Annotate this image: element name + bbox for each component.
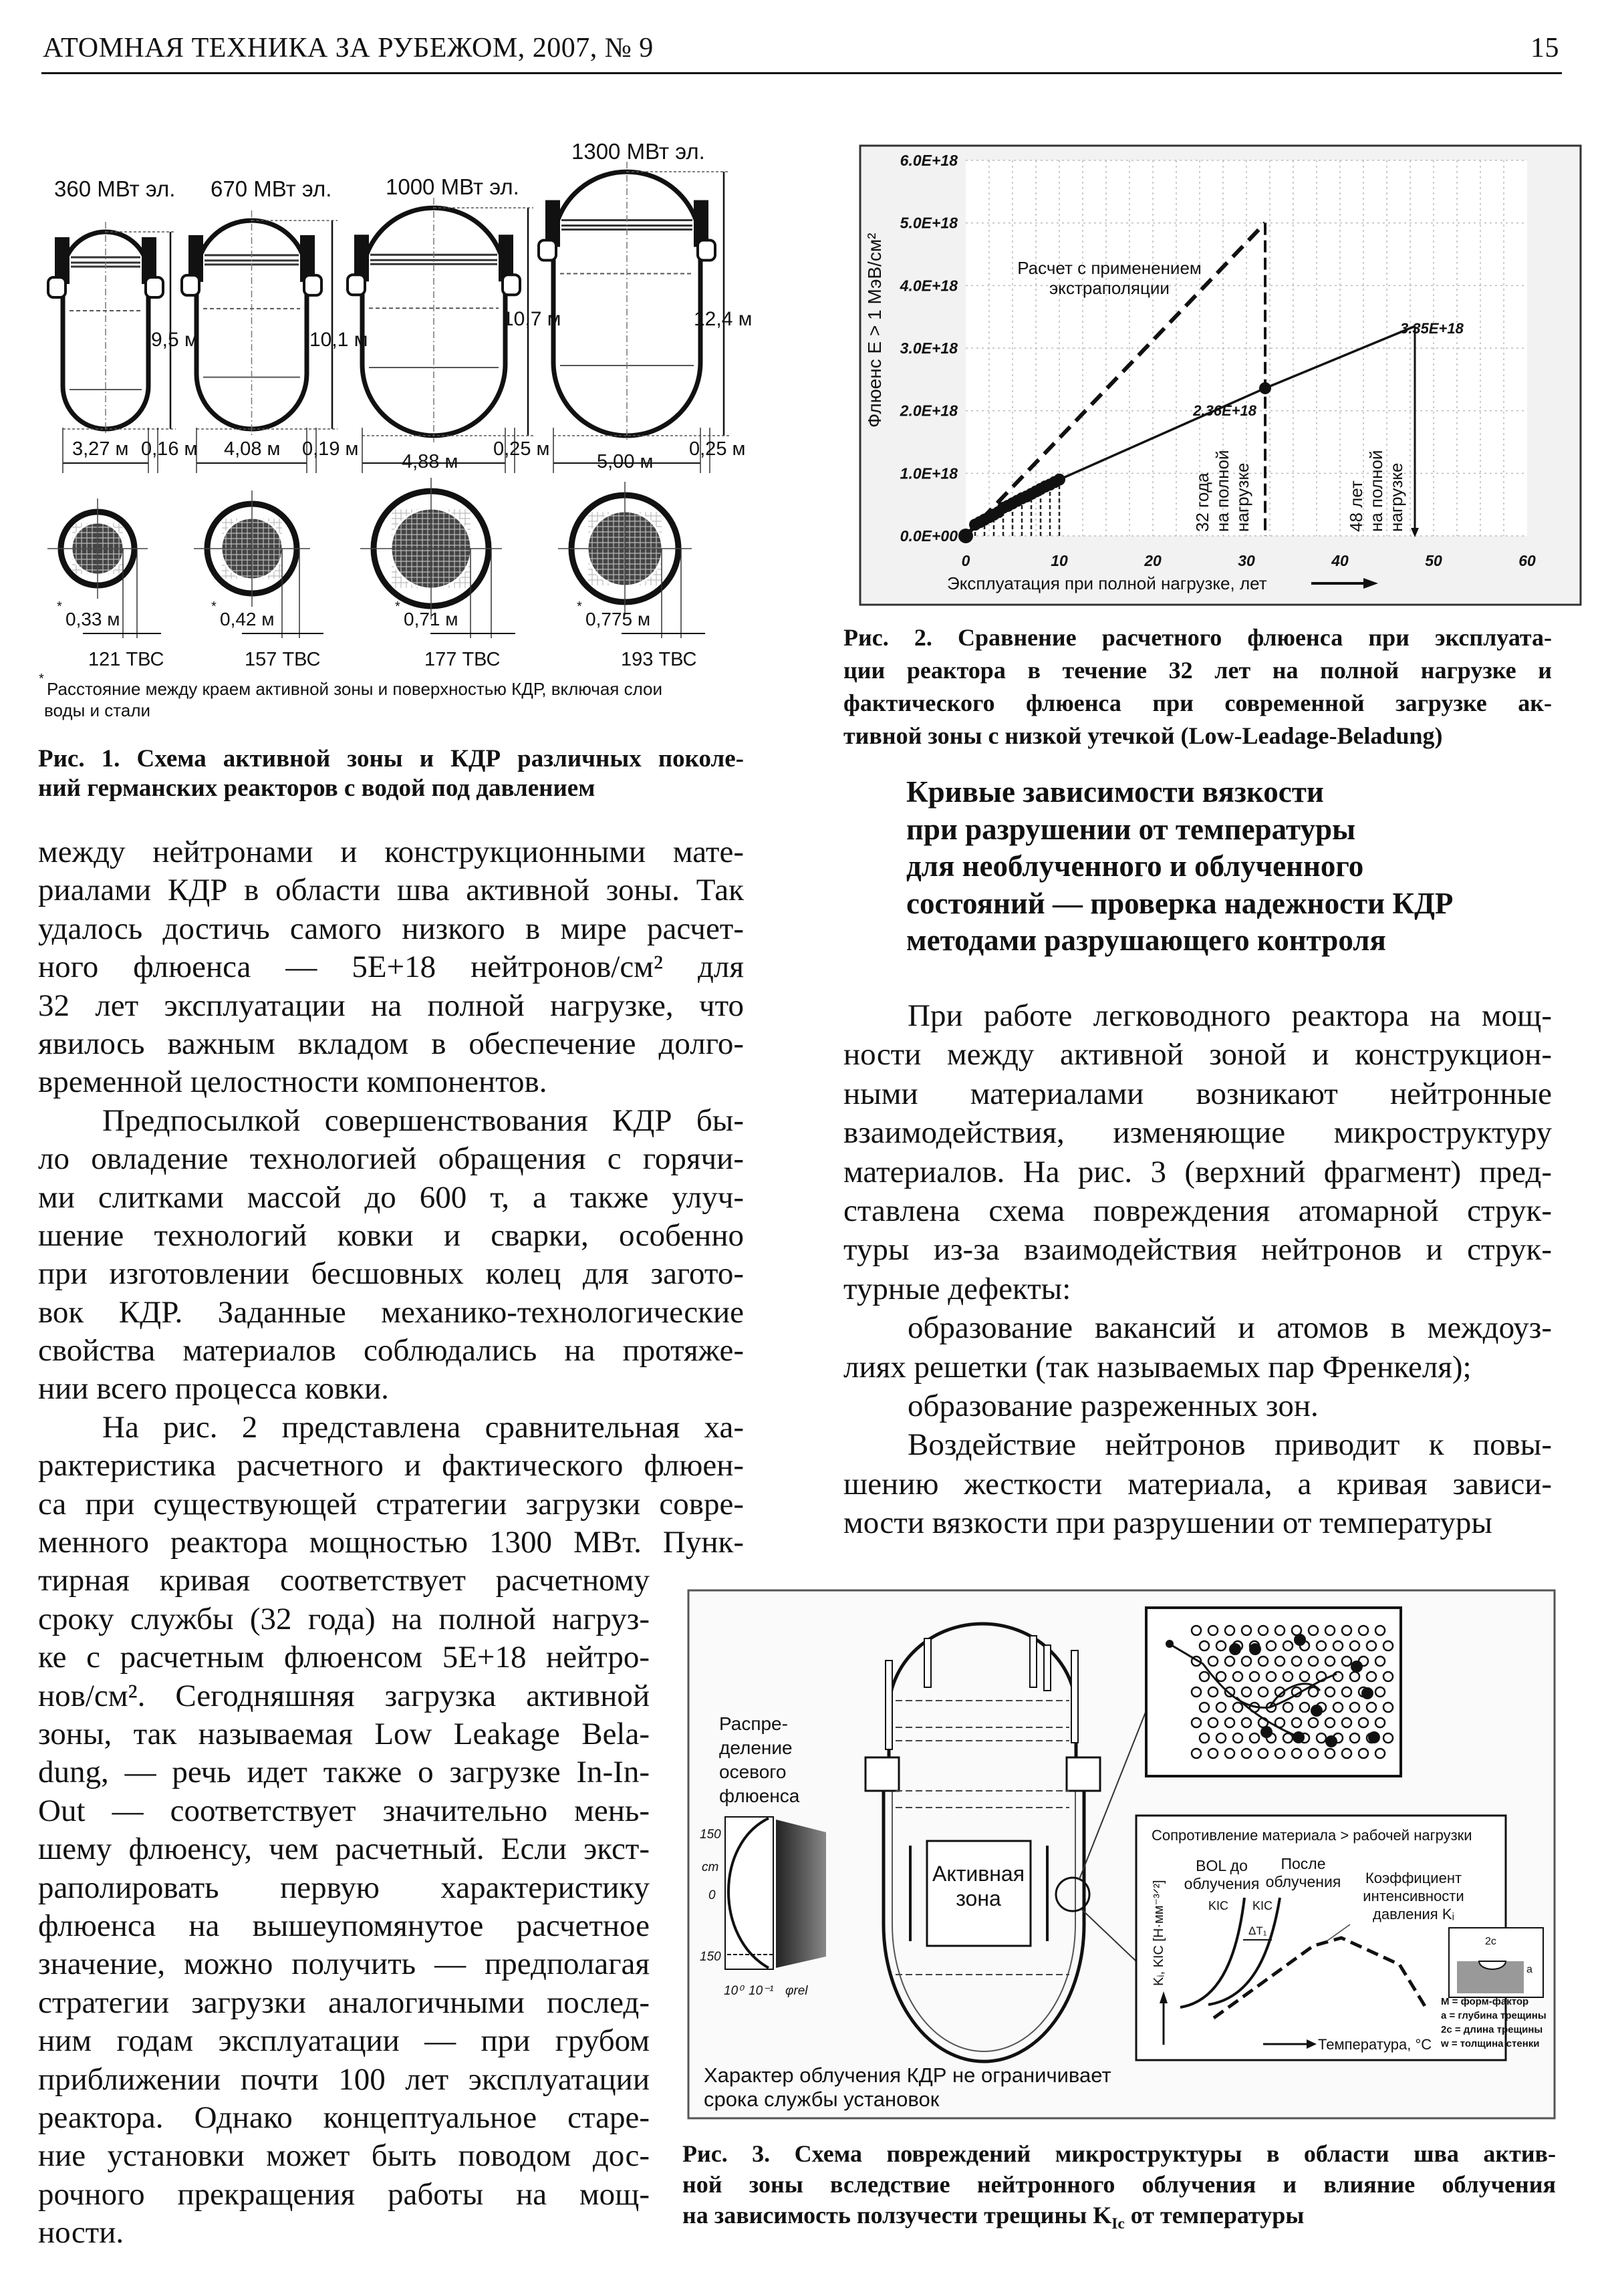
nozzle-left [348, 275, 365, 295]
flange-right [1067, 1757, 1100, 1791]
graph-y-axis-label: Kᵢ, KIC [Н·мм⁻³ᐟ²] [1152, 1880, 1166, 1986]
text-line: фактического флюенса при современной загрузке ак- [843, 690, 1552, 716]
text-line: са при существующей стратегии загрузки совре- [38, 1486, 744, 1522]
y-axis-label: Флюенс E > 1 МэВ/см² [864, 233, 885, 428]
text-line: ним годам эксплуатации — при грубом [38, 2023, 650, 2059]
text-line: рактеристика расчетного и фактического флюен- [38, 1448, 744, 1483]
core-gap-label: 0,33 м [65, 609, 120, 629]
defect-icon [1368, 1731, 1380, 1743]
text-line: риалами КДР в области шва активной зоны. Так [38, 873, 744, 908]
defect-icon [1249, 1643, 1261, 1655]
figure-3-caption [682, 2138, 1556, 2231]
text-line: Рис. 1. Схема активной зоны и КДР различных поколе- [38, 745, 744, 772]
reactor-vessel-2 [182, 176, 368, 670]
y-tick-label: 3.0E+18 [900, 339, 958, 357]
text-line: шение технологий ковки и сварки, особенно [38, 1217, 744, 1253]
text-line: стратегии загрузки аналогичными послед- [38, 1985, 650, 2020]
text-line: dung, — речь идет также о загрузке In-In- [38, 1755, 650, 1790]
x-tick-label: 20 [1144, 552, 1162, 569]
nozzle-right [146, 277, 163, 297]
text-line: при изготовлении бесшовных колец для загото- [38, 1256, 744, 1292]
figure-3-note: Характер облучения КДР не ограничивает [704, 2063, 1111, 2087]
text-line: мости вязкости при разрушении от температуры [843, 1505, 1492, 1541]
control-rod-nozzle [1030, 1636, 1037, 1687]
point-label-32: 2.36E+18 [1193, 402, 1256, 419]
text-line: ке с расчетным флюенсом 5E+18 нейтро- [38, 1640, 650, 1675]
footnote-mark: * [211, 599, 217, 614]
reactor-power-label: 670 МВт эл. [211, 176, 332, 201]
defect-icon [1260, 1726, 1273, 1738]
footnote-line: воды и стали [44, 700, 151, 720]
figure-3-note: срока службы установок [704, 2088, 940, 2111]
text-line: временной целостности компонентов. [38, 1064, 547, 1100]
core-label: зона [956, 1886, 1001, 1910]
caption-fragment: от температуры [1124, 2202, 1305, 2229]
defect-icon [1325, 1735, 1337, 1747]
text-line: ности. [38, 2215, 124, 2251]
text-line: образование разреженных зон. [908, 1388, 1319, 1423]
text-line: лиях решетки (так называемых пар Френкеля); [843, 1349, 1472, 1385]
annotation-32-years: на полной [1212, 450, 1232, 532]
left-column-text [38, 833, 744, 2252]
caption-fragment: Ic [1111, 2215, 1125, 2233]
text-line: Рис. 3. Схема повреждений микроструктуры в области шва актив- [682, 2140, 1556, 2167]
text-line: ности между активной зоной и конструкцион- [843, 1037, 1552, 1072]
text-line: нов/см². Сегодняшняя загрузка активной [38, 1678, 650, 1713]
data-point [1259, 382, 1271, 394]
wall-thickness-label: 0,16 м [141, 438, 198, 460]
text-line: тивной зоны с низкой утечкой (Low-Leadage-Beladung) [843, 722, 1443, 749]
text-line: 32 лет эксплуатации на полной нагрузке, что [38, 988, 744, 1023]
figure-1-reactor-vessels [39, 139, 752, 720]
text-line: флюенса на вышеупомянутое расчетное [38, 1908, 650, 1943]
text-line: взаимодействия, изменяющие микроструктуру [843, 1115, 1552, 1151]
axis-label: 150 [700, 1950, 721, 1964]
x-tick-label: 0 [961, 552, 970, 569]
vessel-height-label: 9,5 м [151, 329, 198, 351]
annotation-32-years: 32 года [1192, 472, 1212, 532]
nozzle-right [503, 275, 520, 295]
defect-icon [1351, 1661, 1363, 1673]
control-rod-nozzle [924, 1638, 931, 1687]
reactor-vessel-1 [47, 176, 198, 670]
kic-label-bol: KIC [1208, 1899, 1229, 1912]
text-line: приближении почти 100 лет эксплуатации [38, 2061, 650, 2097]
kic-label-after: KIC [1252, 1899, 1273, 1912]
defect-icon [1361, 1687, 1373, 1699]
bol-label: BOL до [1196, 1857, 1248, 1874]
text-line: ми слитками массой до 600 т, а также улуч- [38, 1179, 744, 1215]
data-point [1053, 474, 1065, 486]
figure-3-microstructure-schematic [688, 1590, 1555, 2118]
axis-label: 10⁰ [724, 1984, 743, 1998]
section-heading [906, 774, 1453, 960]
defect-icon [1229, 1643, 1241, 1655]
defect-icon [1311, 1705, 1323, 1717]
page-number: 15 [1530, 33, 1559, 63]
running-header-title: АТОМНАЯ ТЕХНИКА ЗА РУБЕЖОМ, 2007, № 9 [43, 33, 654, 63]
text-line: При работе легководного реактора на мощ- [908, 998, 1552, 1033]
x-tick-label: 40 [1331, 552, 1349, 569]
figure-2-fluence-chart [860, 146, 1581, 605]
nozzle-left [48, 277, 65, 297]
x-tick-label: 10 [1051, 552, 1068, 569]
vessel-height-label: 12,4 м [694, 308, 753, 330]
reactor-power-label: 1000 МВт эл. [386, 174, 519, 199]
footnote-mark: * [395, 599, 400, 614]
text-line: Воздействие нейтронов приводит к повы- [908, 1427, 1552, 1463]
ki-label: интенсивности [1363, 1888, 1464, 1904]
reactor-vessel-4 [539, 139, 752, 670]
text-line: для необлученного и облученного [906, 849, 1364, 883]
annotation-48-years: 48 лет [1346, 480, 1366, 532]
temperature-label: Температура, °C [1318, 2036, 1432, 2053]
nozzle-left [182, 275, 199, 295]
footnote-mark: * [57, 599, 62, 614]
text-line: значение, можно получить — предполагая [38, 1947, 650, 1982]
fuel-assemblies-label: 157 ТВС [245, 649, 321, 670]
axial-fluence-title: осевого [719, 1761, 787, 1782]
text-line: менного реактора мощностью 1300 МВт. Пунк- [38, 1525, 744, 1560]
nozzle-right [698, 241, 715, 261]
caption-fragment: на зависимость ползучести трещины K [682, 2202, 1112, 2229]
figure-2-caption [843, 621, 1552, 752]
core-diameter-label: 4,88 м [402, 451, 458, 472]
control-rod-nozzle [886, 1661, 892, 1749]
footnote-line: Расстояние между краем активной зоны и поверхностью КДР, включая слои [47, 679, 663, 699]
text-line: методами разрушающего контроля [906, 923, 1386, 957]
text-line: тирная кривая соответствует расчетному [38, 1563, 650, 1598]
crack-length-label: 2c [1485, 1936, 1496, 1947]
annotation-32-years: нагрузке [1232, 462, 1252, 532]
right-column-text [843, 996, 1552, 1542]
text-line: ной зоны вследствие нейтронного облучения и влияние облучения [682, 2171, 1556, 2198]
wall-thickness-label: 0,19 м [302, 438, 359, 460]
text-line: сроку службы (32 года) на полной нагруз- [38, 1601, 650, 1636]
fluence-shading [776, 1820, 826, 1968]
y-tick-label: 2.0E+18 [900, 402, 958, 420]
core-gap-label: 0,42 м [220, 609, 275, 629]
text-line: ного флюенса — 5E+18 нейтронов/см² для [38, 950, 744, 985]
axis-label: φrel [785, 1984, 808, 1998]
crack-depth-label: a [1526, 1964, 1532, 1975]
text-line: при разрушении от температуры [906, 812, 1356, 846]
footnote-mark: * [39, 672, 44, 686]
text-line: ными материалами возникают нейтронные [843, 1076, 1552, 1111]
text-line: туры из-за взаимодействия нейтронов и струк- [843, 1232, 1552, 1268]
wall-thickness-label: 0,25 м [689, 438, 746, 460]
text-line: Предпосылкой совершенствования КДР бы- [102, 1103, 744, 1138]
axis-label: 150 [700, 1828, 721, 1842]
x-axis-label: Эксплуатация при полной нагрузке, лет [947, 573, 1267, 593]
core-gap-label: 0,775 м [585, 609, 651, 629]
core-label: Активная [932, 1862, 1025, 1886]
y-tick-label: 1.0E+18 [900, 464, 958, 482]
text-line: ставлена схема повреждения атомарной струк- [843, 1193, 1552, 1228]
text-line: материалов. На рис. 3 (верхний фрагмент) пред- [843, 1154, 1552, 1189]
flange-left [865, 1757, 899, 1791]
text-line: ло овладение технологией обращения с горячи- [38, 1141, 744, 1177]
defect-icon [1294, 1634, 1306, 1646]
y-tick-label: 6.0E+18 [900, 152, 958, 169]
reactor-power-label: 1300 МВт эл. [571, 139, 705, 164]
nozzle-left [539, 241, 556, 261]
x-tick-label: 30 [1238, 552, 1255, 569]
control-rod-nozzle [1044, 1645, 1051, 1691]
text-line: На рис. 2 представлена сравнительная ха- [102, 1409, 744, 1445]
axis-label: 10⁻¹ [749, 1984, 774, 1998]
text-line: между нейтронами и конструкционными мате- [38, 835, 744, 869]
fuel-assemblies-label: 193 ТВС [621, 649, 697, 670]
text-line: удалось достичь самого низкого в мире расчет- [38, 911, 744, 946]
data-point [958, 529, 973, 543]
point-label-48: 3.35E+18 [1400, 320, 1464, 337]
axis-label: cm [702, 1860, 719, 1874]
ki-label: давления Kᵢ [1373, 1906, 1454, 1922]
text-line: шению жесткости материала, а кривая зависи- [843, 1466, 1552, 1501]
reactor-power-label: 360 МВт эл. [54, 176, 176, 201]
y-tick-label: 5.0E+18 [900, 214, 958, 232]
y-tick-label: 0.0E+00 [900, 527, 958, 545]
footnote-mark: * [577, 599, 582, 614]
vessel-height-label: 10,7 м [503, 308, 561, 330]
fuel-assemblies-label: 121 ТВС [88, 649, 164, 670]
delta-t-label: ΔT₁ [1248, 1924, 1267, 1937]
x-tick-label: 50 [1425, 552, 1442, 569]
axial-fluence-title: флюенса [719, 1785, 800, 1806]
text-line: турные дефекты: [843, 1271, 1071, 1306]
vessel-height-label: 10,1 м [309, 329, 368, 351]
wall-thickness-label: 0,25 м [493, 438, 550, 460]
annotation-extrapolation: Расчет с применением [1017, 258, 1202, 278]
text-line: вок КДР. Заданные механико-технологические [38, 1294, 744, 1330]
text-line: ний германских реакторов с водой под давлением [38, 774, 595, 802]
axis-label: 0 [708, 1888, 716, 1902]
text-line: шему флюенсу, чем расчетный. Если экст- [38, 1832, 650, 1867]
text-line: Кривые зависимости вязкости [906, 775, 1324, 809]
core-gap-label: 0,71 м [404, 609, 458, 629]
text-line: образование вакансий и атомов в междоуз- [908, 1310, 1552, 1346]
text-line: реактора. Однако концептуальное старе- [38, 2100, 650, 2135]
text-line: ции реактора в течение 32 лет на полной нагрузке и [843, 657, 1552, 684]
axial-fluence-title: Распре- [719, 1713, 788, 1734]
text-line: состояний — проверка надежности КДР [906, 886, 1454, 920]
core-diameter-label: 5,00 м [597, 451, 654, 472]
text-line: Рис. 2. Сравнение расчетного флюенса при эксплуата- [843, 624, 1552, 651]
graph-title: Сопротивление материала > рабочей нагрузки [1152, 1827, 1472, 1844]
y-tick-label: 4.0E+18 [900, 277, 958, 295]
caption-last-line [682, 2200, 1556, 2231]
bol-label: облучения [1184, 1875, 1260, 1892]
text-line: ние установки может быть поводом дос- [38, 2138, 650, 2174]
fuel-assemblies-label: 177 ТВС [424, 649, 501, 670]
crack-legend-line: w = толщина стенки [1441, 2038, 1540, 2049]
text-line: явилось важным вкладом в обеспечение долго- [38, 1026, 744, 1061]
text-line: рочного прекращения работы на мощ- [38, 2176, 650, 2212]
axial-fluence-title: деление [719, 1737, 793, 1758]
text-line: зоны, так называемая Low Leakage Bela- [38, 1716, 650, 1751]
crack-legend-line: a = глубина трещины [1441, 2010, 1547, 2021]
nozzle-right [304, 275, 321, 295]
control-rod-nozzle [1071, 1651, 1078, 1743]
figure-1-caption [38, 744, 744, 803]
annotation-48-years: на полной [1366, 450, 1386, 532]
text-line: раполировать первую характеристику [38, 1870, 650, 1905]
x-tick-label: 60 [1518, 552, 1536, 569]
core-diameter-label: 4,08 м [224, 438, 281, 460]
ki-label: Коэффициент [1365, 1870, 1462, 1886]
core-diameter-label: 3,27 м [72, 438, 129, 460]
crack-legend-line: M = форм-фактор [1441, 1996, 1529, 2007]
neutron-icon [1166, 1640, 1174, 1648]
after-irradiation-label: После [1281, 1855, 1326, 1872]
text-line: Out — соответствует значительно мень- [38, 1793, 650, 1828]
crack-legend-line: 2c = длина трещины [1441, 2024, 1543, 2035]
annotation-48-years: нагрузке [1386, 462, 1406, 532]
annotation-extrapolation: экстраполяции [1049, 278, 1170, 298]
text-line: свойства материалов соблюдались на протяже- [38, 1333, 744, 1369]
after-irradiation-label: облучения [1265, 1873, 1341, 1890]
text-line: нии всего процесса ковки. [38, 1371, 389, 1407]
reactor-vessel-3 [348, 174, 561, 670]
